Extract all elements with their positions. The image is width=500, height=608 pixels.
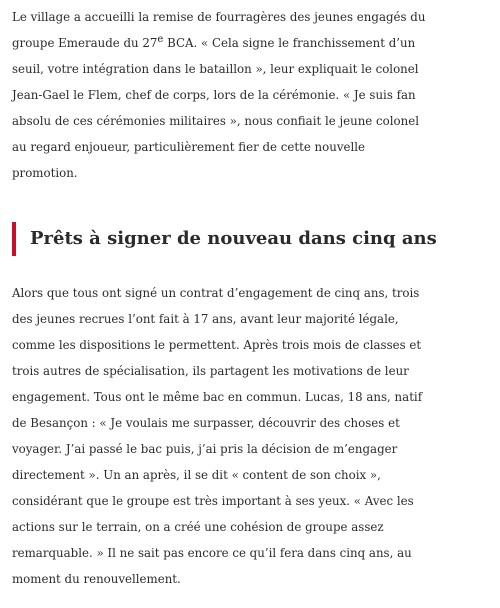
text-line: seuil, votre intégration dans le bataillon », leur expliquait le colonel bbox=[12, 62, 419, 76]
text-line: comme les dispositions le permettent. Après trois mois de classes et bbox=[12, 338, 422, 352]
text-line: actions sur le terrain, on a créé une cohésion de groupe assez bbox=[12, 520, 384, 534]
text-line: trois autres de spécialisation, ils partagent les motivations de leur bbox=[12, 364, 409, 378]
text-line: Jean-Gael le Flem, chef de corps, lors de la cérémonie. « Je suis fan bbox=[12, 88, 416, 102]
text-line: de Besançon : « Je voulais me surpasser, découvrir des choses et bbox=[12, 416, 400, 430]
intro-paragraph bbox=[12, 4, 492, 186]
superscript: e bbox=[157, 34, 164, 46]
text-fragment: groupe Emeraude du 27 bbox=[12, 36, 158, 50]
text-line: considérant que le groupe est très important à ses yeux. « Avec les bbox=[12, 494, 414, 508]
text-line: remarquable. » Il ne sait pas encore ce qu’il fera dans cinq ans, au bbox=[12, 546, 412, 560]
text-line: Le village a accueilli la remise de fourragères des jeunes engagés du bbox=[12, 10, 426, 24]
subheading-accent-bar bbox=[12, 222, 16, 256]
text-line: au regard enjoueur, particulièrement fier de cette nouvelle bbox=[12, 140, 366, 154]
text-line: moment du renouvellement. bbox=[12, 572, 181, 586]
text-line: promotion. bbox=[12, 166, 78, 180]
text-line: des jeunes recrues l’ont fait à 17 ans, avant leur majorité légale, bbox=[12, 312, 399, 326]
body-paragraph bbox=[12, 280, 492, 592]
article-body bbox=[12, 4, 492, 592]
text-line: voyager. J’ai passé le bac puis, j’ai pris la décision de m’engager bbox=[12, 442, 398, 456]
text-fragment: BCA. « Cela signe le franchissement d’un bbox=[163, 36, 416, 50]
text-line: directement ». Un an après, il se dit « content de son choix », bbox=[12, 468, 381, 482]
text-line: absolu de ces cérémonies militaires », nous confiait le jeune colonel bbox=[12, 114, 419, 128]
text-line: Alors que tous ont signé un contrat d’engagement de cinq ans, trois bbox=[12, 286, 420, 300]
text-line bbox=[12, 30, 492, 56]
text-line: engagement. Tous ont le même bac en commun. Lucas, 18 ans, natif bbox=[12, 390, 423, 404]
section-subheading bbox=[12, 222, 492, 256]
subheading-text: Prêts à signer de nouveau dans cinq ans bbox=[30, 228, 437, 249]
